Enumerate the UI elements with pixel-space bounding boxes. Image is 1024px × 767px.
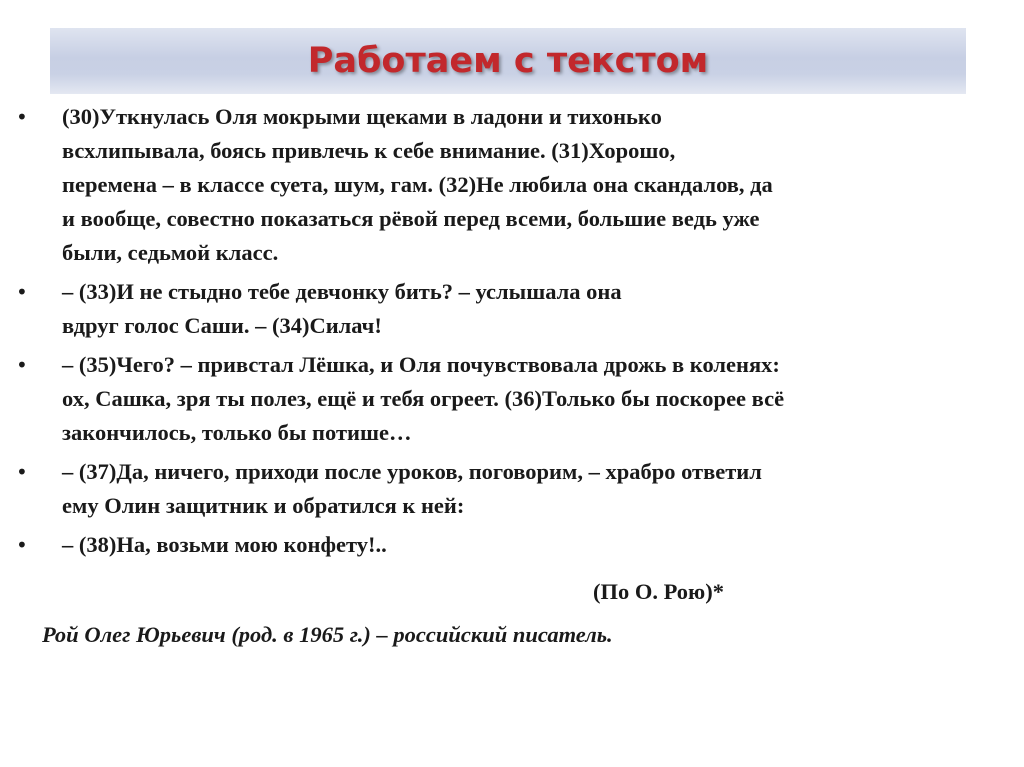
text-line: закончилось, только бы потише… xyxy=(62,420,412,445)
author-footnote: Рой Олег Юрьевич (род. в 1965 г.) – российский писатель. xyxy=(42,622,613,647)
source-attribution: (По О. Рою)* xyxy=(593,579,724,604)
bullet-icon: • xyxy=(16,353,28,377)
paragraph-30-32 xyxy=(0,100,1024,270)
bullet-icon: • xyxy=(16,460,28,484)
text-line: ох, Сашка, зря ты полез, ещё и тебя огреет. (36)Только бы поскорее всё xyxy=(62,386,785,411)
text-line: перемена – в классе суета, шум, гам. (32)Не любила она скандалов, да xyxy=(62,172,773,197)
paragraph-33-34 xyxy=(0,275,1024,343)
text-line: – (35)Чего? – привстал Лёшка, и Оля почувствовала дрожь в коленях: xyxy=(62,352,780,377)
text-line: ему Олин защитник и обратился к ней: xyxy=(62,493,465,518)
text-line: всхлипывала, боясь привлечь к себе внимание. (31)Хорошо, xyxy=(62,138,676,163)
text-line: были, седьмой класс. xyxy=(62,240,279,265)
bullet-icon: • xyxy=(16,105,28,129)
text-line: и вообще, совестно показаться рёвой перед всеми, большие ведь уже xyxy=(62,206,760,231)
paragraph-37 xyxy=(0,455,1024,523)
text-line: вдруг голос Саши. – (34)Силач! xyxy=(62,313,382,338)
slide-title: Работаем с текстом xyxy=(307,41,709,81)
paragraph-35-36 xyxy=(0,348,1024,450)
text-line: – (37)Да, ничего, приходи после уроков, поговорим, – храбро ответил xyxy=(62,459,762,484)
bullet-icon: • xyxy=(16,533,28,557)
text-line: (30)Уткнулась Оля мокрыми щеками в ладони и тихонько xyxy=(62,104,662,129)
text-line: – (38)На, возьми мою конфету!.. xyxy=(62,532,387,557)
title-banner xyxy=(50,28,966,94)
text-excerpt-list xyxy=(0,100,1024,567)
text-line: – (33)И не стыдно тебе девчонку бить? – услышала она xyxy=(62,279,622,304)
paragraph-38 xyxy=(0,528,1024,562)
bullet-icon: • xyxy=(16,280,28,304)
